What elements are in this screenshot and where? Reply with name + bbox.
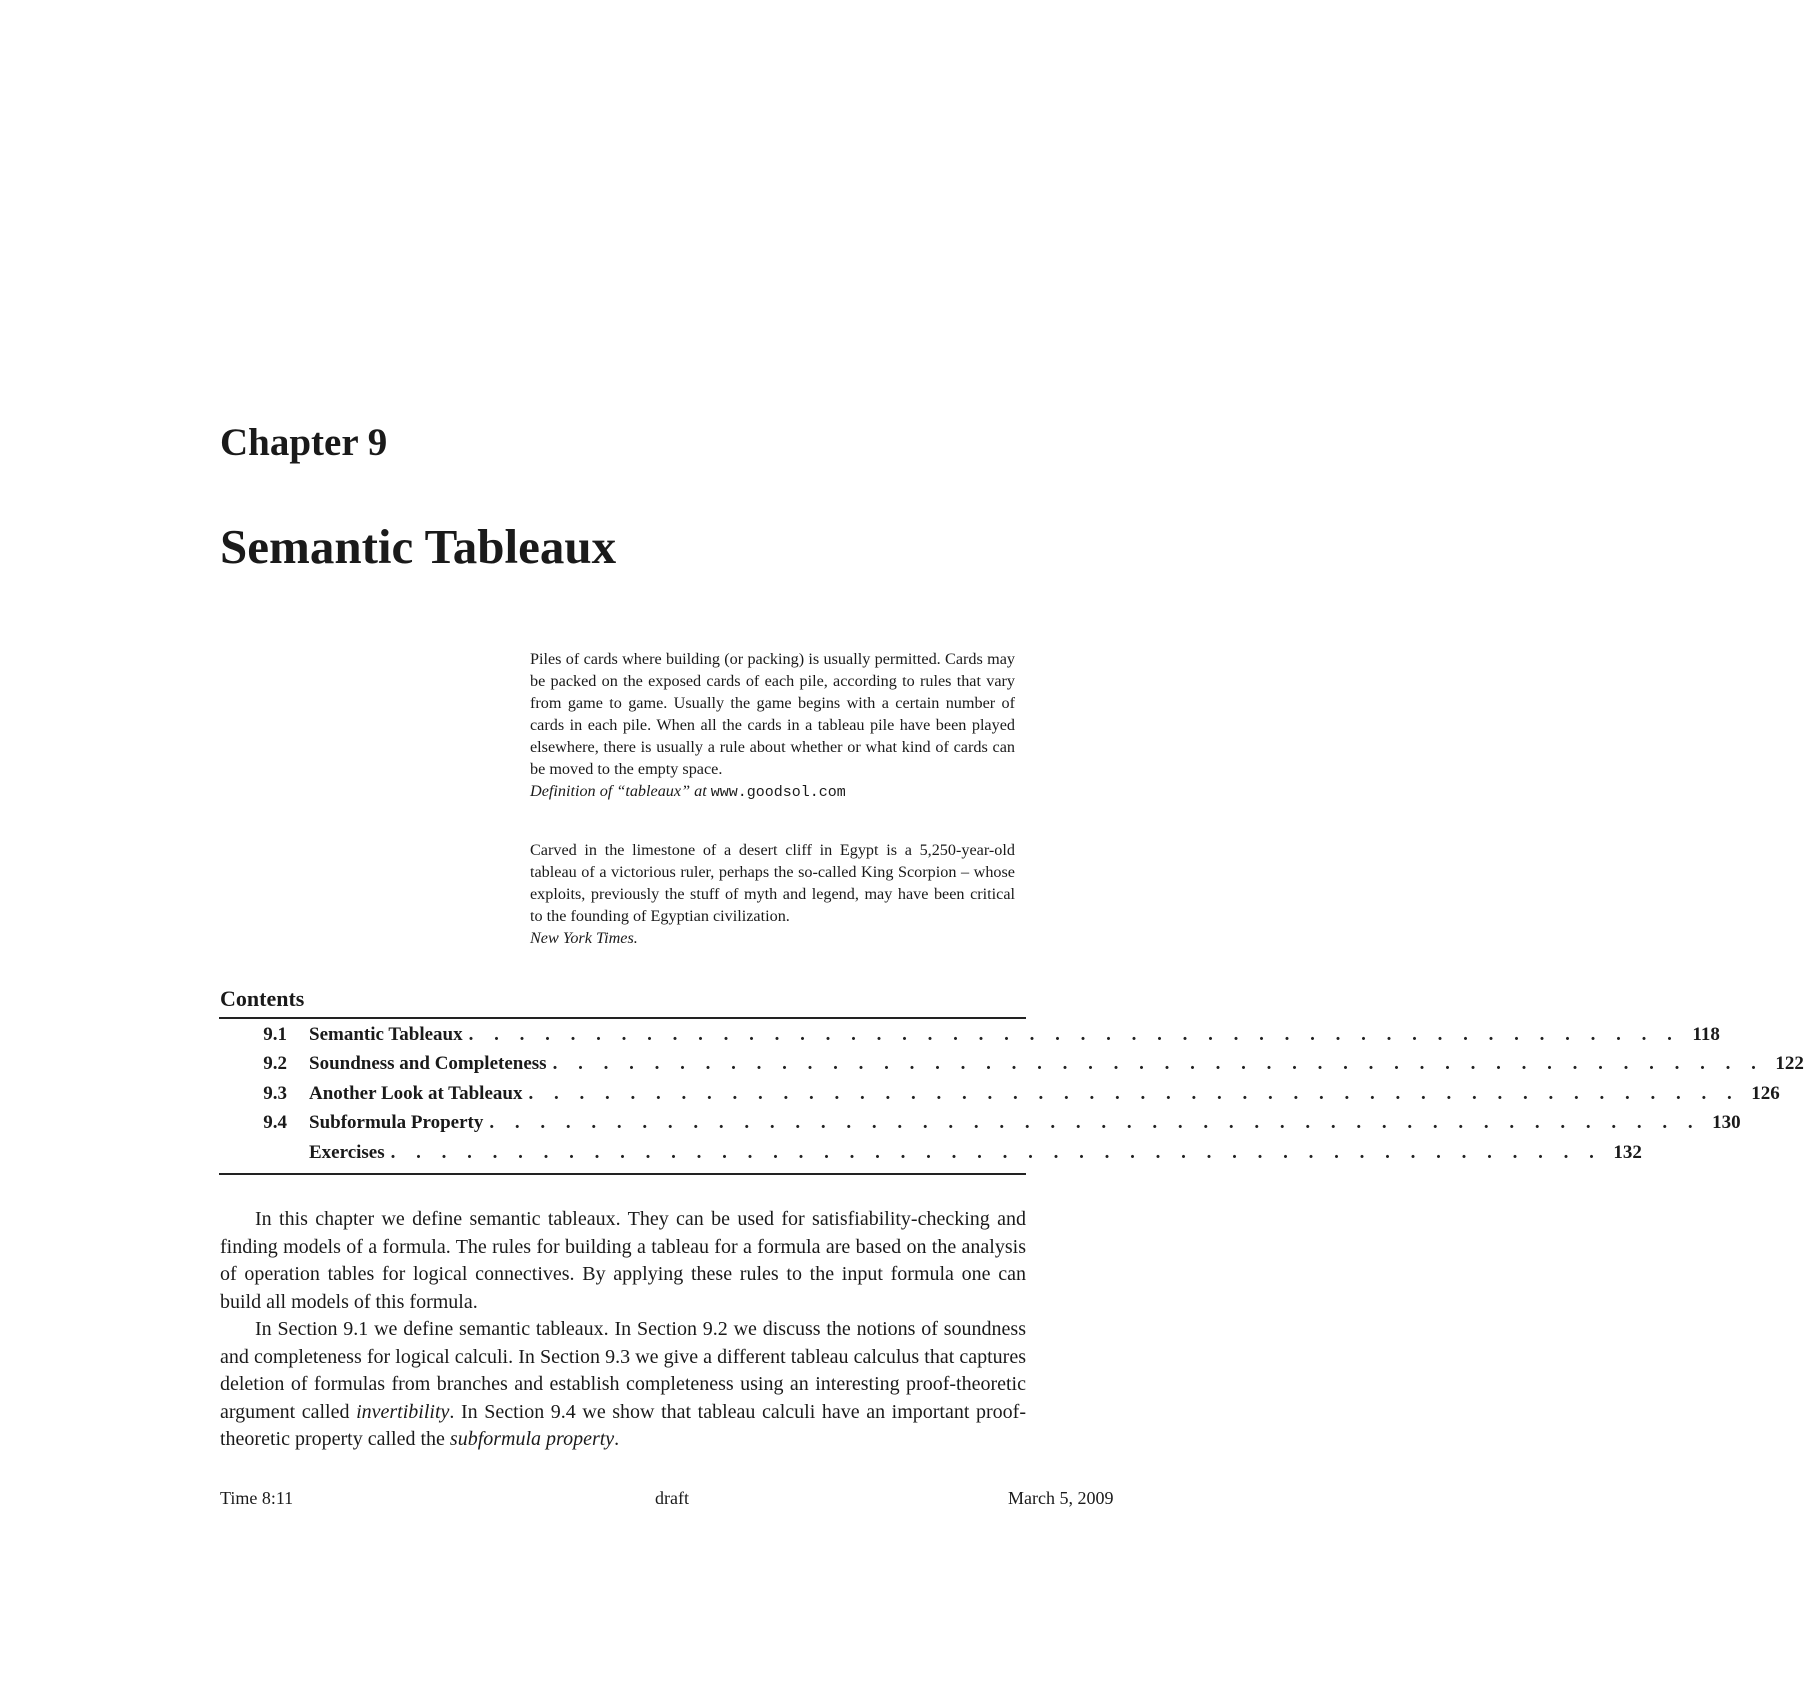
footer-date: March 5, 2009 bbox=[1008, 1488, 1114, 1508]
toc-entry[interactable] bbox=[219, 1050, 1804, 1080]
epigraph-text: Carved in the limestone of a desert cliff in Egypt is a 5,250-year-old tableau of a victorious ruler, perhaps the so-called King Scorpion – whose exploits, previously the stuff of myth and legend, may have been critical to the founding of Egyptian civilization. bbox=[530, 841, 1015, 925]
toc-leader-dots: . . . . . . . . . . . . . . . . . . . . . . . . . . . . . . . . . . . . . . . . . . . . . . . . bbox=[552, 1053, 1764, 1075]
toc-entry-title: Soundness and Completeness bbox=[309, 1053, 553, 1075]
toc-entry-number: 9.4 bbox=[263, 1112, 287, 1134]
toc-entry-title: Exercises bbox=[309, 1142, 391, 1164]
toc-entry[interactable] bbox=[219, 1079, 1780, 1109]
epigraph-source bbox=[530, 780, 1015, 804]
contents-title: Contents bbox=[220, 986, 305, 1011]
toc-leader-dots: . . . . . . . . . . . . . . . . . . . . . . . . . . . . . . . . . . . . . . . . . . . . . . . . bbox=[468, 1023, 1680, 1045]
text-run: . bbox=[614, 1428, 620, 1450]
toc-entry-number: 9.2 bbox=[263, 1053, 287, 1075]
chapter-intro bbox=[220, 1206, 1026, 1454]
toc-leader-dots: . . . . . . . . . . . . . . . . . . . . . . . . . . . . . . . . . . . . . . . . . . . . . . . . bbox=[489, 1112, 1701, 1134]
toc-entry-page: 132 bbox=[1613, 1141, 1642, 1163]
toc-entry-page: 122 bbox=[1775, 1053, 1804, 1075]
epigraph-source-url: www.goodsol.com bbox=[710, 784, 846, 801]
epigraph-source: New York Times. bbox=[530, 929, 638, 947]
epigraph-cards bbox=[530, 648, 1015, 804]
epigraph-egypt bbox=[530, 839, 1015, 949]
toc-entry-number: 9.1 bbox=[263, 1023, 287, 1045]
text-run: In Section 9.1 we define semantic tableaux. In Section 9.2 we discuss the notions of soundness and completeness for logical calculi. In Section 9.3 we give a different tableau calculus that captures deletion of formulas from branches and establish completeness using an interesting proof-theoretic argument called bbox=[220, 1318, 1026, 1423]
toc-top-rule bbox=[219, 1017, 1026, 1019]
toc-leader-dots: . . . . . . . . . . . . . . . . . . . . . . . . . . . . . . . . . . . . . . . . . . . . . . . . bbox=[390, 1141, 1602, 1163]
toc-entry-page: 118 bbox=[1692, 1023, 1720, 1045]
toc-entry-title: Another Look at Tableaux bbox=[309, 1083, 528, 1105]
toc-entry[interactable] bbox=[219, 1020, 1720, 1050]
epigraph-source-prefix: Definition of “tableaux” at bbox=[530, 782, 711, 800]
text-run: . In Section 9.4 we show that tableau calculi have an important proof-theoretic property called the bbox=[220, 1400, 1026, 1450]
footer-draft: draft bbox=[655, 1488, 689, 1508]
intro-paragraph-2 bbox=[220, 1316, 1026, 1454]
toc-entry-page: 126 bbox=[1751, 1082, 1780, 1104]
term-subformula-property: subformula property bbox=[449, 1428, 615, 1450]
term-invertibility: invertibility bbox=[356, 1400, 450, 1423]
toc-entry-number: 9.3 bbox=[263, 1082, 287, 1104]
toc-entry-page: 130 bbox=[1712, 1112, 1741, 1134]
intro-paragraph-1: In this chapter we define semantic tableaux. They can be used for satisfiability-checking and finding models of a formula. The rules for building a tableau for a formula are based on the analysis of operation tables for logical connectives. By applying these rules to the input formula one can build all models of this formula. bbox=[220, 1208, 1026, 1313]
chapter-title: Semantic Tableaux bbox=[220, 519, 617, 574]
footer-time: Time 8:11 bbox=[220, 1488, 294, 1508]
chapter-label: Chapter 9 bbox=[220, 421, 388, 464]
toc-leader-dots: . . . . . . . . . . . . . . . . . . . . . . . . . . . . . . . . . . . . . . . . . . . . . . . . bbox=[528, 1082, 1740, 1104]
toc-bottom-rule bbox=[219, 1173, 1026, 1175]
epigraph-text: Piles of cards where building (or packing) is usually permitted. Cards may be packed on the exposed cards of each pile, according to rules that vary from game to game. Usually the game begins with a certain number of cards in each pile. When all the cards in a tableau pile have been played elsewhere, there is usually a rule about whether or what kind of cards can be moved to the empty space. bbox=[530, 650, 1015, 778]
toc-entry[interactable] bbox=[219, 1138, 1642, 1168]
toc-entry[interactable] bbox=[219, 1109, 1741, 1139]
table-of-contents bbox=[219, 1020, 1804, 1168]
toc-entry-title: Subformula Property bbox=[309, 1112, 489, 1134]
toc-entry-title: Semantic Tableaux bbox=[309, 1024, 469, 1046]
